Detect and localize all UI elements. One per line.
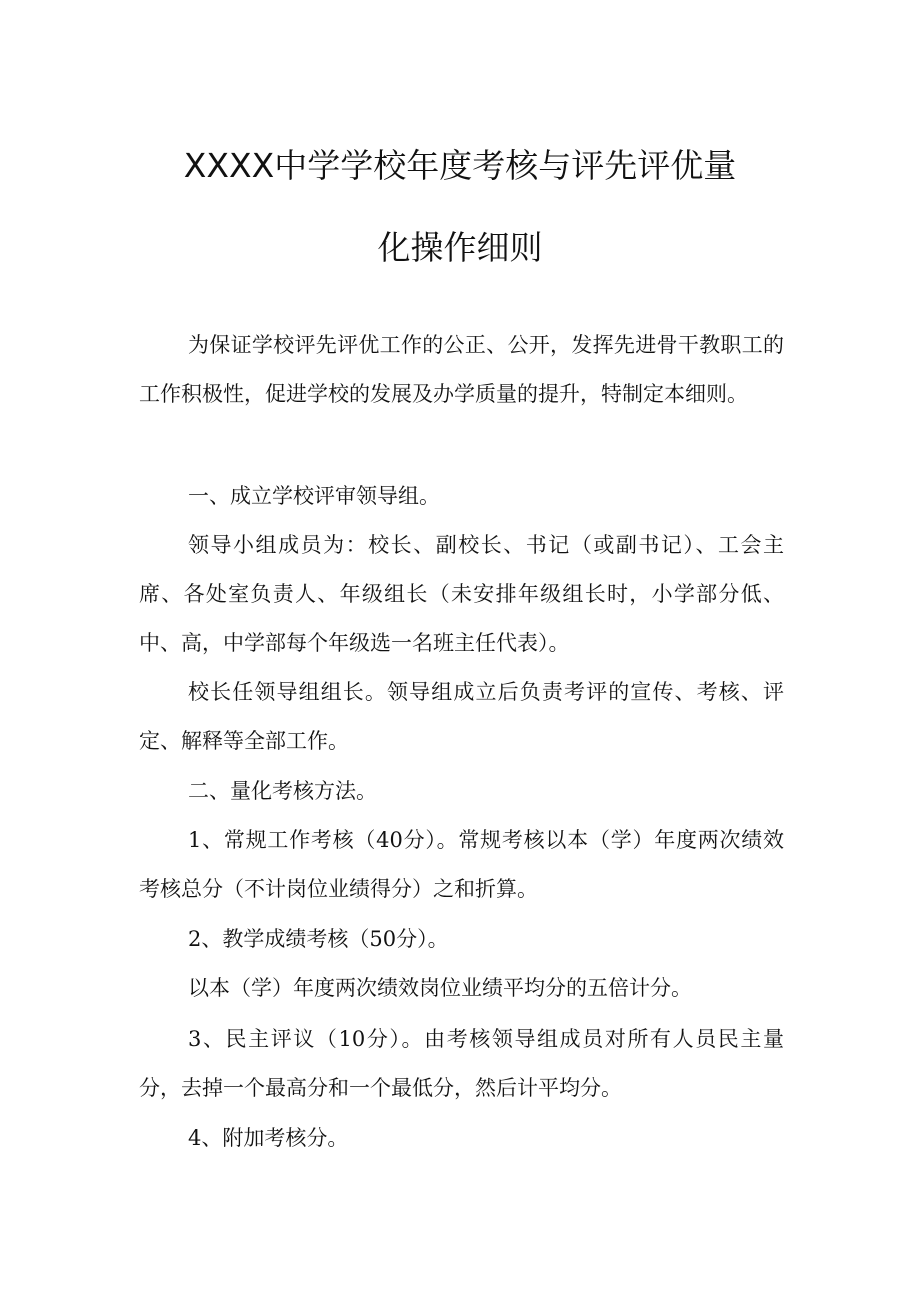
document-title-line-2: 化操作细则 (377, 228, 543, 267)
item-4-additional-score: 4、附加考核分。 (188, 1126, 349, 1150)
section-2-heading: 二、量化考核方法。 (188, 779, 377, 803)
item-2-teaching-results: 2、教学成绩考核（50分）。 (188, 927, 449, 951)
section-1-leader-paragraph: 校长任领导组组长。领导组成立后负责考评的宣传、考核、评定、解释等全部工作。 (139, 680, 784, 753)
item-2-detail: 以本（学）年度两次绩效岗位业绩平均分的五倍计分。 (188, 976, 692, 1000)
item-3-democratic-review: 3、民主评议（10分）。由考核领导组成员对所有人员民主量分，去掉一个最高分和一个最低分，然后计平均分。 (139, 1027, 784, 1100)
intro-paragraph: 为保证学校评先评优工作的公正、公开，发挥先进骨干教职工的工作积极性，促进学校的发展及办学质量的提升，特制定本细则。 (139, 333, 784, 406)
document-title-line-1: XXXX中学学校年度考核与评先评优量 (183, 146, 737, 185)
section-1-members-paragraph: 领导小组成员为：校长、副校长、书记（或副书记）、工会主席、各处室负责人、年级组长（未安排年级组长时，小学部分低、中、高，中学部每个年级选一名班主任代表）。 (139, 533, 784, 655)
item-1-routine-assessment: 1、常规工作考核（40分）。常规考核以本（学）年度两次绩效考核总分（不计岗位业绩得分）之和折算。 (139, 828, 784, 901)
section-1-heading: 一、成立学校评审领导组。 (188, 484, 440, 508)
